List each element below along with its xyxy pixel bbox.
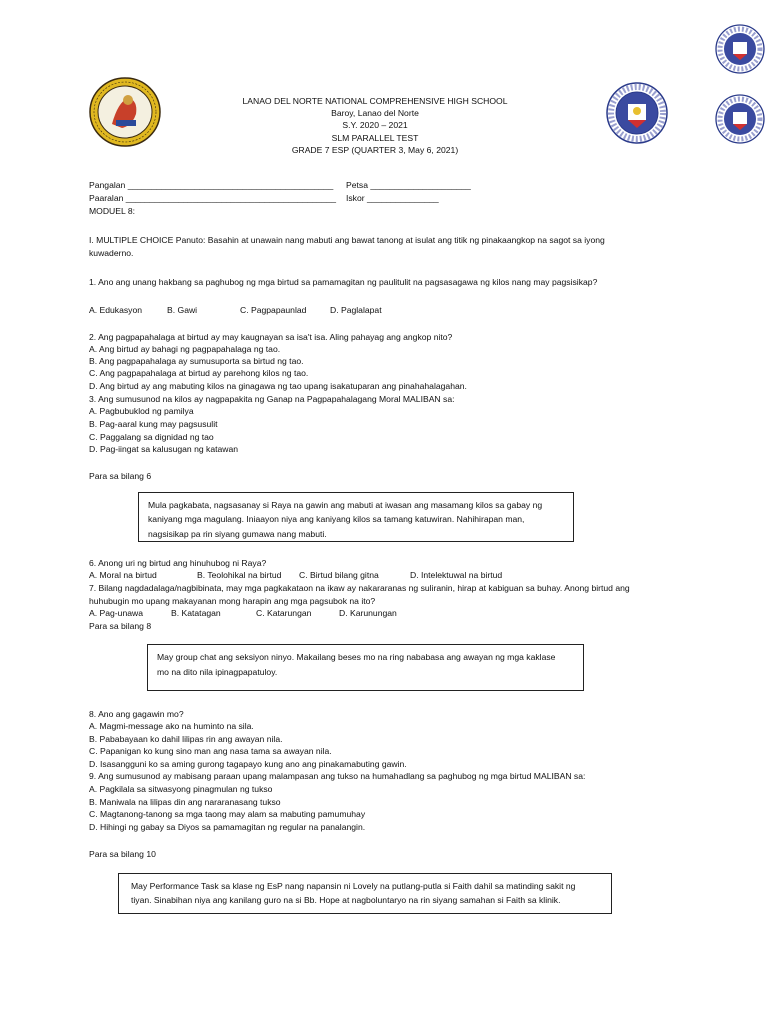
deped-seal-logo-right [715, 92, 765, 146]
deped-seal-logo-top-right [715, 18, 765, 80]
q1-option-c: C. Pagpapaunlad [240, 305, 307, 315]
q2-option-a: A. Ang birtud ay bahagi ng pagpapahalaga ng tao. [89, 344, 281, 354]
para-10-label: Para sa bilang 10 [89, 849, 156, 859]
q1-option-b: B. Gawi [167, 305, 198, 315]
school-field: Paaralan ____________________________________________ [89, 193, 337, 203]
q7-option-a: A. Pag-unawa [89, 608, 143, 618]
school-name: LANAO DEL NORTE NATIONAL COMPREHENSIVE HIGH SCHOOL [242, 96, 508, 106]
deped-seal-logo [606, 82, 668, 144]
school-year: S.Y. 2020 – 2021 [342, 120, 408, 131]
date-field: Petsa _____________________ [346, 180, 471, 190]
passage-10-line-1: May Performance Task sa klase ng EsP nang napansin ni Lovely na putlang-putla si Faith dahil sa matinding sakit ng [131, 881, 576, 891]
passage-10-line-2: tiyan. Sinabihan niya ang kanilang guro na si Bb. Hope at nagboluntaryo na rin siyang samahan si Faith sa klinik. [131, 895, 561, 906]
q6-option-b: B. Teolohikal na birtud [197, 570, 282, 580]
q1-option-d: D. Paglalapat [330, 305, 382, 315]
q9-option-c: C. Magtanong-tanong sa mga taong may alam sa mabuting pamumuhay [89, 809, 366, 819]
question-3: 3. Ang sumusunod na kilos ay nagpapakita ng Ganap na Pagpapahalagang Moral MALIBAN sa: [89, 394, 455, 404]
passage-box-8 [147, 644, 584, 691]
document-header [150, 95, 600, 156]
passage-box-6 [138, 492, 574, 542]
q2-option-b: B. Ang pagpapahalaga ay sumusuporta sa birtud ng tao. [89, 356, 304, 366]
question-1: 1. Ano ang unang hakbang sa paghubog ng mga birtud sa pamamagitan ng paulitulit na pagsasagawa ng kilos nang may pagsisikap? [89, 277, 598, 287]
q2-option-c: C. Ang pagpapahalaga at birtud ay parehong kilos ng tao. [89, 368, 309, 378]
q8-option-c: C. Papanigan ko kung sino man ang nasa tama sa awayan nila. [89, 746, 332, 756]
q3-option-a: A. Pagbubuklod ng pamilya [89, 406, 194, 416]
q8-option-b: B. Pababayaan ko dahil lilipas rin ang awayan nila. [89, 734, 283, 744]
passage-8-line-2: mo na dito nila ipinagpapatuloy. [157, 667, 278, 678]
grade-subject: GRADE 7 ESP (QUARTER 3, May 6, 2021) [291, 144, 459, 155]
q3-option-d: D. Pag-iingat sa kalusugan ng katawan [89, 444, 239, 454]
q6-option-c: C. Birtud bilang gitna [299, 570, 379, 580]
question-7-line-2: huhubugin mo upang makayanan mong harapin ang mga pagsubok na ito? [89, 596, 376, 606]
question-2: 2. Ang pagpapahalaga at birtud ay may kaugnayan sa isa't isa. Aling pahayag ang angkop nito? [89, 332, 453, 342]
q6-option-a: A. Moral na birtud [89, 570, 157, 580]
q8-option-d: D. Isasangguni ko sa aming gurong tagapayo kung ano ang pinakamabuting gawin. [89, 759, 407, 769]
test-name: SLM PARALLEL TEST [331, 132, 419, 143]
q8-option-a: A. Magmi-message ako na huminto na sila. [89, 721, 254, 731]
question-8: 8. Ano ang gagawin mo? [89, 709, 184, 719]
question-6: 6. Anong uri ng birtud ang hinuhubog ni Raya? [89, 558, 267, 568]
passage-6-line-3: nagsisikap pa rin siyang gumawa nang mabuti. [148, 528, 327, 539]
question-9: 9. Ang sumusunod ay mabisang paraan upang malampasan ang tukso na humahadlang sa paghubog ng mga birtud MALIBAN sa: [89, 771, 586, 781]
q1-option-a: A. Edukasyon [89, 305, 143, 315]
name-field: Pangalan ___________________________________________ [89, 180, 334, 190]
q3-option-c: C. Paggalang sa dignidad ng tao [89, 432, 214, 442]
q3-option-b: B. Pag-aaral kung may pagsusulit [89, 419, 218, 429]
passage-6-line-2: kaniyang mga magulang. Iniaayon niya ang kaniyang kilos sa tamang katuwiran. Nahihirapan man, [148, 514, 525, 525]
q2-option-d: D. Ang birtud ay ang mabuting kilos na ginagawa ng tao upang isakatuparan ang pinahahalagahan. [89, 381, 467, 391]
question-7-line-1: 7. Bilang nagdadalaga/nagbibinata, may mga pagkakataon na ikaw ay nakararanas ng suliranin, hirap at kabiguan sa buhay. Anong birtud ang [89, 583, 630, 593]
passage-box-10 [118, 873, 612, 914]
passage-8-line-1: May group chat ang seksiyon ninyo. Makailang beses mo na ring nababasa ang awayan ng mga kaklase [157, 652, 556, 662]
q9-option-d: D. Hihingi ng gabay sa Diyos sa pamamagitan ng regular na panalangin. [89, 822, 366, 832]
para-6-label: Para sa bilang 6 [89, 471, 152, 481]
school-location: Baroy, Lanao del Norte [331, 108, 419, 119]
instructions-line-1: I. MULTIPLE CHOICE Panuto: Basahin at unawain nang mabuti ang bawat tanong at isulat ang titik ng pinakaangkop na sagot sa iyong [89, 235, 605, 245]
q7-option-b: B. Katatagan [171, 608, 221, 618]
score-field: Iskor _______________ [346, 193, 439, 203]
para-8-label: Para sa bilang 8 [89, 621, 152, 631]
q7-option-d: D. Karunungan [339, 608, 397, 618]
passage-6-line-1: Mula pagkabata, nagsasanay si Raya na gawin ang mabuti at iwasan ang masamang kilos sa gabay ng [148, 500, 543, 510]
q9-option-b: B. Maniwala na lilipas din ang nararanasang tukso [89, 797, 281, 807]
q6-option-d: D. Intelektuwal na birtud [410, 570, 503, 580]
instructions-line-2: kuwaderno. [89, 248, 134, 258]
module-label: MODUEL 8: [89, 206, 136, 216]
q7-option-c: C. Katarungan [256, 608, 312, 618]
q9-option-a: A. Pagkilala sa sitwasyong pinagmulan ng tukso [89, 784, 273, 794]
